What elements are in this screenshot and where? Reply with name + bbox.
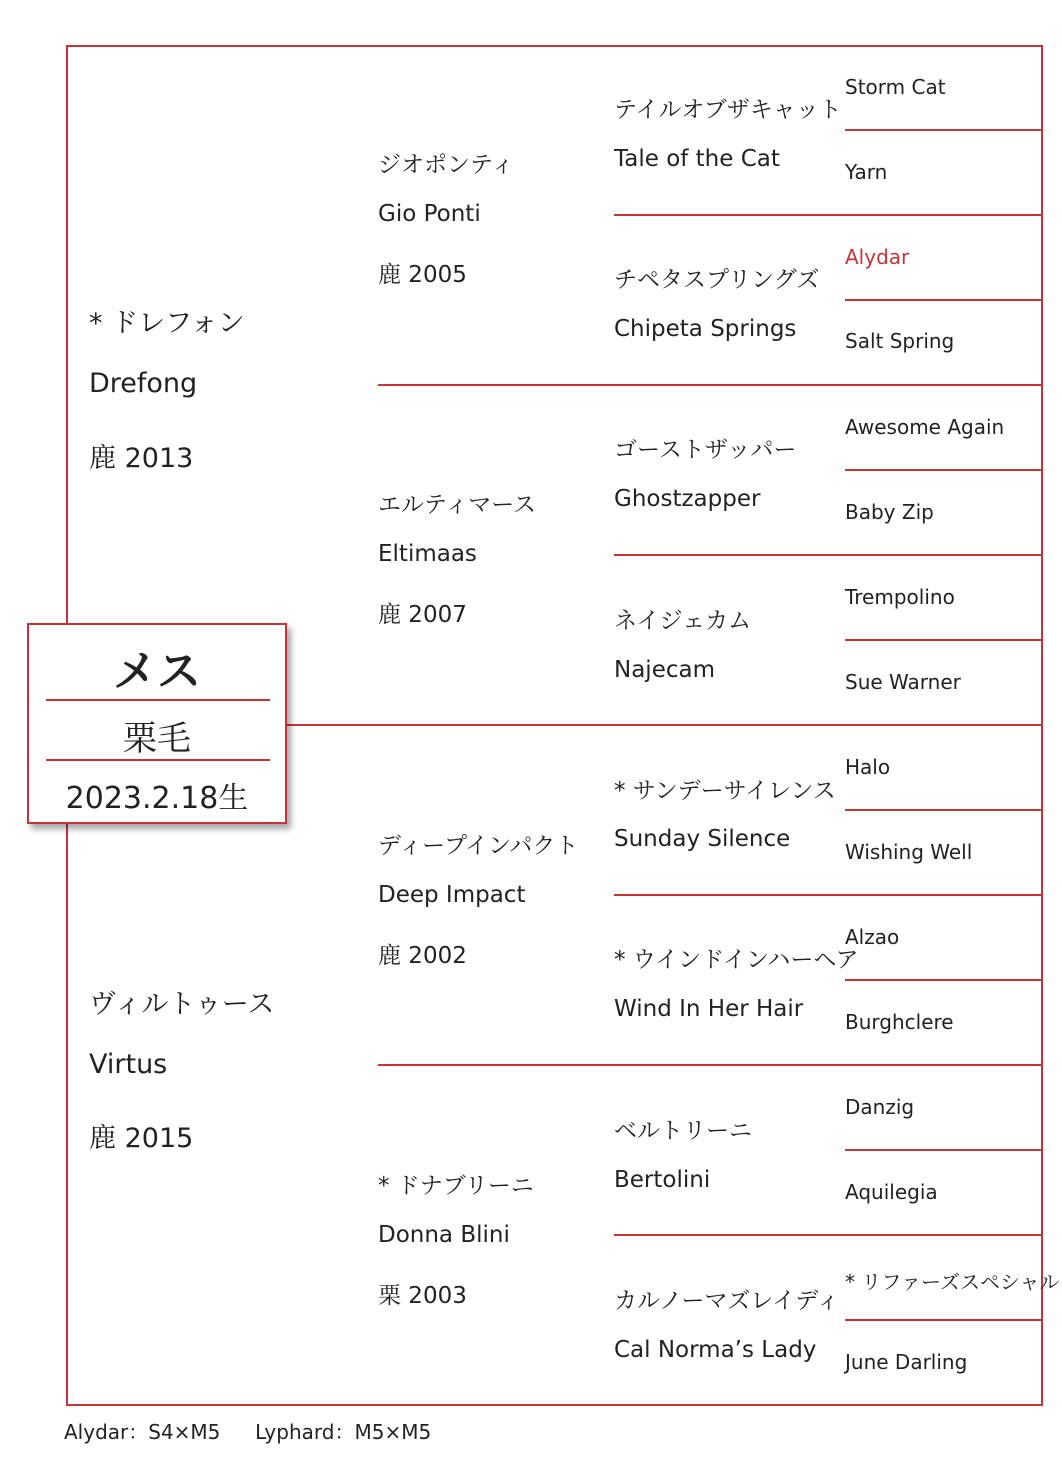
ds-name-ja: ディープインパクト xyxy=(378,833,579,859)
subject-divider xyxy=(46,699,270,701)
dd-name-en: Donna Blini xyxy=(378,1222,510,1248)
subject-divider xyxy=(46,759,270,761)
dam-info: 鹿 2015 xyxy=(89,1123,194,1154)
gen3-name-ja: * ウインドインハーヘア xyxy=(614,947,859,973)
gen3-name-ja: ネイジェカム xyxy=(614,608,752,634)
divider-gen4 xyxy=(845,979,1043,981)
gen3-name-ja: ベルトリーニ xyxy=(614,1118,752,1144)
gen4-name: Danzig xyxy=(845,1095,915,1119)
subject-birth-date: 2023.2.18生 xyxy=(65,781,249,816)
gen4-name: June Darling xyxy=(845,1350,968,1374)
gen3-name-en: Ghostzapper xyxy=(614,486,761,512)
ds-name-en: Deep Impact xyxy=(378,882,526,908)
gen4-name: Wishing Well xyxy=(845,840,973,864)
ss-name-en: Gio Ponti xyxy=(378,201,481,227)
divider-gen2 xyxy=(378,1064,1043,1066)
gen4-name: Halo xyxy=(845,755,891,779)
divider-gen2 xyxy=(378,384,1043,386)
gen3-name-en: Sunday Silence xyxy=(614,826,791,852)
subject-coat-color: 栗毛 xyxy=(123,719,191,759)
gen3-name-ja: チペタスプリングズ xyxy=(614,267,820,293)
gen4-name: Yarn xyxy=(845,160,888,184)
gen4-name: * リファーズスペシャル xyxy=(845,1270,1060,1294)
dd-name-ja: * ドナブリーニ xyxy=(378,1173,534,1199)
gen3-name-en: Bertolini xyxy=(614,1167,711,1193)
gen3-name-en: Najecam xyxy=(614,657,715,683)
dam-name-ja: ヴィルトゥース xyxy=(89,989,275,1020)
inbreeding-note xyxy=(64,1416,431,1445)
gen4-name: Salt Spring xyxy=(845,329,955,353)
divider-gen3 xyxy=(614,1234,1043,1236)
gen3-name-ja: テイルオブザキャット xyxy=(614,97,842,123)
gen3-name-ja: カルノーマズレイディ xyxy=(614,1288,840,1314)
gen4-name: Aquilegia xyxy=(845,1180,938,1204)
divider-gen4 xyxy=(845,809,1043,811)
divider-gen4 xyxy=(845,1149,1043,1151)
divider-gen3 xyxy=(614,214,1043,216)
sire-name-en: Drefong xyxy=(89,368,198,399)
gen4-name: Baby Zip xyxy=(845,500,934,524)
divider-gen4 xyxy=(845,1319,1043,1321)
ds-info: 鹿 2002 xyxy=(378,943,467,969)
divider-gen4 xyxy=(845,639,1043,641)
ss-info: 鹿 2005 xyxy=(378,262,467,288)
subject-card xyxy=(27,623,287,824)
gen3-name-en: Cal Norma’s Lady xyxy=(614,1337,817,1363)
divider-gen4 xyxy=(845,299,1043,301)
gen3-name-en: Wind In Her Hair xyxy=(614,996,804,1022)
inbreeding-alydar: Alydar：S4×M5 xyxy=(64,1420,221,1444)
divider-gen1 xyxy=(287,724,1043,726)
sire-info: 鹿 2013 xyxy=(89,443,194,474)
gen4-name: Alzao xyxy=(845,925,900,949)
sd-info: 鹿 2007 xyxy=(378,602,467,628)
gen4-name: Storm Cat xyxy=(845,75,946,99)
gen4-name: Burghclere xyxy=(845,1010,954,1034)
sd-name-ja: エルティマース xyxy=(378,492,537,518)
divider-gen3 xyxy=(614,894,1043,896)
divider-gen4 xyxy=(845,129,1043,131)
inbreeding-lyphard: Lyphard：M5×M5 xyxy=(255,1420,432,1444)
subject-name: メス xyxy=(113,646,201,697)
gen4-name-highlight: Alydar xyxy=(845,245,910,269)
dd-info: 栗 2003 xyxy=(378,1283,467,1309)
gen3-name-en: Chipeta Springs xyxy=(614,316,797,342)
gen3-name-ja: * サンデーサイレンス xyxy=(614,778,836,804)
divider-gen3 xyxy=(614,554,1043,556)
gen4-name: Awesome Again xyxy=(845,415,1005,439)
gen4-name: Trempolino xyxy=(845,585,955,609)
ss-name-ja: ジオポンティ xyxy=(378,152,515,178)
gen3-name-en: Tale of the Cat xyxy=(614,146,780,172)
sd-name-en: Eltimaas xyxy=(378,541,477,567)
sire-name-ja: * ドレフォン xyxy=(89,308,245,339)
gen4-name: Sue Warner xyxy=(845,670,961,694)
dam-name-en: Virtus xyxy=(89,1049,168,1080)
gen3-name-ja: ゴーストザッパー xyxy=(614,437,797,463)
divider-gen4 xyxy=(845,469,1043,471)
